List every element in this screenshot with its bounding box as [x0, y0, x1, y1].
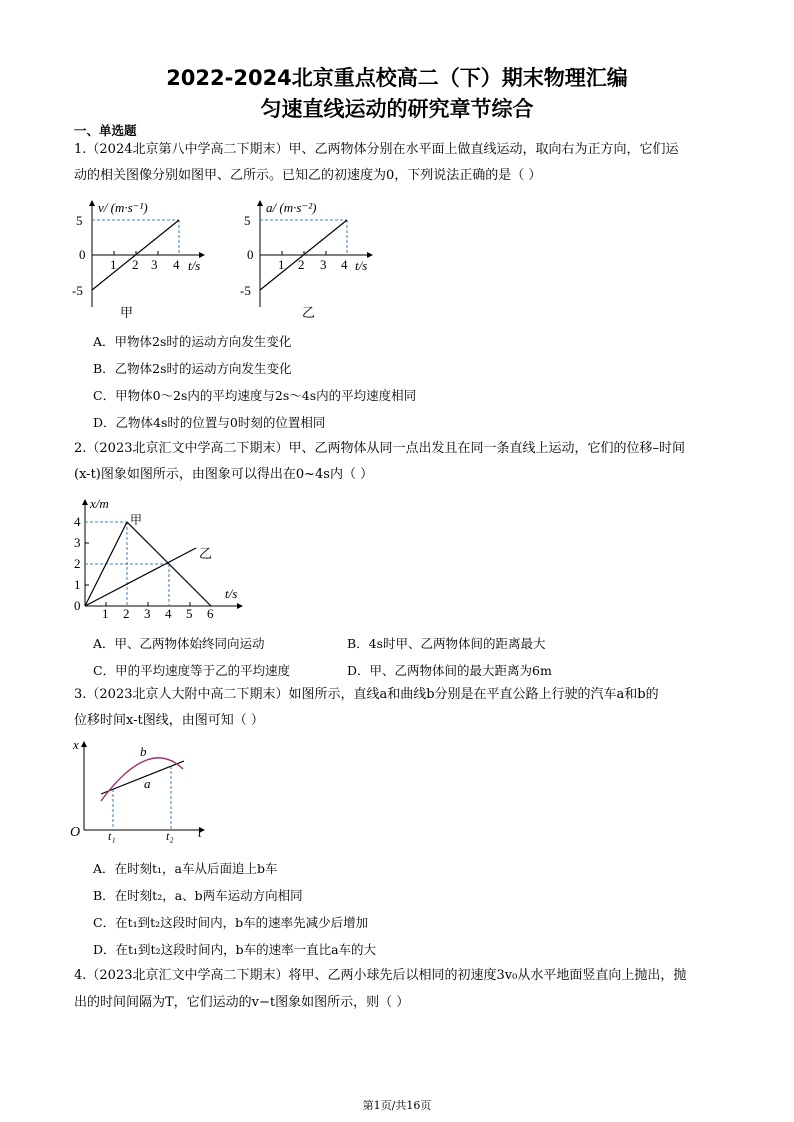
q2-option-b: B．4s时甲、乙两物体间的距离最大 [347, 636, 546, 651]
q2-ytick-0: 0 [74, 598, 81, 613]
q3-stem-line2: 位移时间x-t图线，由图可知（ ） [74, 713, 264, 728]
q4-stem-line2: 出的时间间隔为T，它们运动的v−t图象如图所示，则（ ） [74, 995, 410, 1010]
q3-tick-t2: t₂ [166, 829, 174, 843]
q2-xlabel: t/s [225, 586, 238, 601]
q1-jia-xlabel: t/s [188, 258, 201, 273]
q1-graph-jia [62, 195, 222, 325]
q3-origin: O [70, 825, 81, 840]
q2-label-jia: 甲 [130, 513, 143, 527]
q3-label-a: a [144, 776, 151, 791]
q1-option-c: C．甲物体0～2s内的平均速度与2s～4s内的平均速度相同 [93, 388, 417, 403]
q4-stem-line1: 4.（2023北京汇文中学高二下期末）将甲、乙两小球先后以相同的初速度3v₀从水平地面竖直向上抛出，抛 [74, 968, 687, 983]
q2-option-c: C．甲的平均速度等于乙的平均速度 [93, 663, 291, 678]
q3-option-d: D．在t₁到t₂这段时间内，b车的速率一直比a车的大 [93, 942, 377, 957]
q1-jia-xtick-3: 3 [151, 257, 158, 272]
q1-jia-xtick-4: 4 [173, 257, 180, 272]
q1-yi-xtick-1: 1 [278, 257, 285, 272]
q1-yi-xtick-3: 3 [320, 257, 327, 272]
q2-stem-line2: (x-t)图象如图所示，由图象可以得出在0~4s内（ ） [74, 467, 374, 482]
section-heading: 一、单选题 [74, 123, 137, 138]
document-title-line2: 匀速直线运动的研究章节综合 [260, 97, 534, 121]
q1-yi-xtick-2: 2 [298, 257, 305, 272]
q1-jia-ytick-0: 0 [79, 247, 86, 262]
q1-jia-caption: 甲 [120, 305, 134, 320]
page-number: 第1页/共16页 [362, 1099, 432, 1112]
q1-stem-line1: 1.（2024北京第八中学高二下期末）甲、乙两物体分别在水平面上做直线运动，取向右为正方向，它们运 [74, 142, 679, 157]
q1-jia-ytick-neg5: -5 [72, 283, 83, 298]
q3-option-b: B．在时刻t₂，a、b两车运动方向相同 [93, 888, 303, 903]
q1-yi-ylabel: a/ (m·s⁻²) [266, 200, 317, 215]
q1-stem-line2: 动的相关图像分别如图甲、乙所示。已知乙的初速度为0，下列说法正确的是（ ） [74, 168, 542, 183]
q2-xtick-6: 6 [207, 606, 214, 621]
q3-stem-line1: 3.（2023北京人大附中高二下期末）如图所示，直线a和曲线b分别是在平直公路上行驶的汽车a和b的 [74, 687, 659, 702]
q1-jia-ytick-5: 5 [76, 213, 83, 228]
q2-xtick-1: 1 [102, 606, 109, 621]
q1-yi-xlabel: t/s [355, 258, 368, 273]
q2-label-yi: 乙 [199, 546, 213, 561]
q3-graph [64, 736, 214, 844]
q2-option-a: A．甲、乙两物体始终同向运动 [93, 636, 265, 651]
q2-ytick-3: 3 [74, 535, 81, 550]
q1-jia-ylabel: v/ (m·s⁻¹) [98, 200, 148, 215]
q3-option-c: C．在t₁到t₂这段时间内，b车的速率先减少后增加 [93, 915, 369, 930]
q1-graph-yi [232, 195, 392, 325]
q2-xtick-3: 3 [144, 606, 151, 621]
q1-yi-ytick-5: 5 [244, 213, 251, 228]
q3-tick-t1: t₁ [108, 829, 116, 843]
q3-label-b: b [140, 744, 147, 759]
q2-graph [70, 494, 250, 622]
q3-xlabel: t [198, 825, 202, 840]
q3-option-a: A．在时刻t₁，a车从后面追上b车 [93, 861, 278, 876]
q2-ytick-1: 1 [74, 577, 81, 592]
q1-yi-caption: 乙 [302, 305, 316, 320]
q1-option-b: B．乙物体2s时的运动方向发生变化 [93, 361, 292, 376]
q1-jia-xtick-2: 2 [132, 257, 139, 272]
q2-stem-line1: 2.（2023北京汇文中学高二下期末）甲、乙两物体从同一点出发且在同一条直线上运动，它们的位移–时间 [74, 441, 685, 456]
q2-xtick-2: 2 [123, 606, 130, 621]
q2-xtick-4: 4 [165, 606, 172, 621]
q2-xtick-5: 5 [186, 606, 193, 621]
q1-yi-ytick-neg5: -5 [240, 283, 251, 298]
q1-yi-ytick-0: 0 [247, 247, 254, 262]
q2-ylabel: x/m [90, 496, 109, 511]
q1-yi-xtick-4: 4 [341, 257, 348, 272]
q1-option-a: A．甲物体2s时的运动方向发生变化 [93, 334, 292, 349]
q3-ylabel: x [73, 737, 79, 752]
q1-option-d: D．乙物体4s时的位置与0时刻的位置相同 [93, 415, 326, 430]
document-title-line1: 2022-2024北京重点校高二（下）期末物理汇编 [166, 66, 628, 90]
q2-option-d: D．甲、乙两物体间的最大距离为6m [347, 663, 552, 678]
q2-ytick-4: 4 [74, 514, 81, 529]
q1-jia-xtick-1: 1 [110, 257, 117, 272]
q2-ytick-2: 2 [74, 556, 81, 571]
